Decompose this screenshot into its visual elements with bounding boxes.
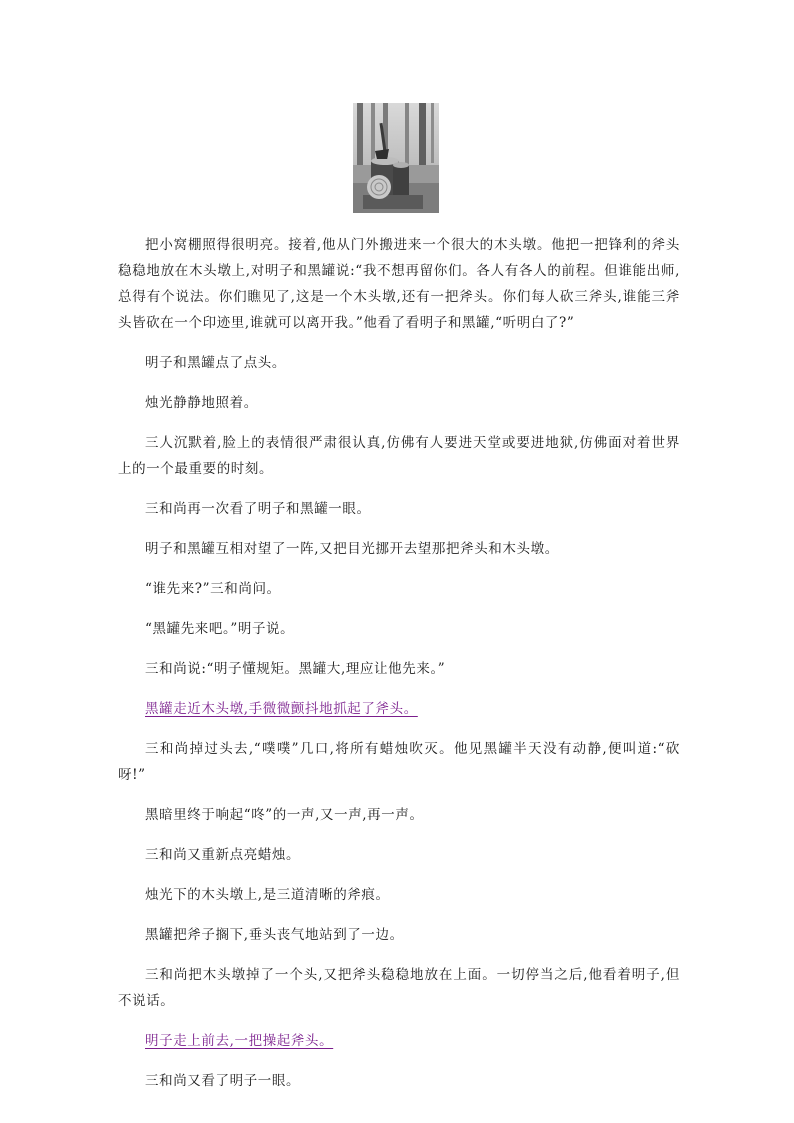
- paragraph: 三和尚掉过头去,“噗噗”几口,将所有蜡烛吹灭。他见黑罐半天没有动静,便叫道:“砍呀!”: [118, 741, 680, 783]
- paragraph: “谁先来?”三和尚问。: [145, 581, 281, 597]
- paragraph: 三和尚又重新点亮蜡烛。: [145, 847, 301, 863]
- paragraph: 黑罐把斧子搁下,垂头丧气地站到了一边。: [145, 927, 404, 943]
- paragraph: 三和尚再一次看了明子和黑罐一眼。: [145, 501, 371, 517]
- paragraph: 三和尚把木头墩掉了一个头,又把斧头稳稳地放在上面。一切停当之后,他看着明子,但不说话。: [118, 967, 680, 1009]
- highlighted-sentence: 明子走上前去,一把操起斧头。: [145, 1033, 334, 1049]
- paragraph: 三和尚说:“明子懂规矩。黑罐大,理应让他先来。”: [145, 661, 446, 677]
- paragraph: 明子和黑罐互相对望了一阵,又把目光挪开去望那把斧头和木头墩。: [145, 541, 559, 557]
- highlighted-paragraph: [118, 1028, 680, 1054]
- paragraph: 把小窝棚照得很明亮。接着,他从门外搬进来一个很大的木头墩。他把一把锋利的斧头稳稳地放在木头墩上,对明子和黑罐说:“我不想再留你们。各人有各人的前程。但谁能出师,总得有个说法。你们瞧见了,这是一个木头墩,还有一把斧头。你们每人砍三斧头,谁能三斧头皆砍在一个印迹里,谁就可以离开我。”他看了看明子和黑罐,“听明白了?”: [118, 237, 680, 331]
- paragraph: 明子和黑罐点了点头。: [145, 355, 286, 371]
- story-text: [118, 232, 680, 1108]
- highlighted-sentence: 黑罐走近木头墩,手微微颤抖地抓起了斧头。: [145, 701, 418, 717]
- paragraph: 三和尚又看了明子一眼。: [145, 1073, 301, 1089]
- paragraph: 三人沉默着,脸上的表情很严肃很认真,仿佛有人要进天堂或要进地狱,仿佛面对着世界上的一个最重要的时刻。: [118, 435, 680, 477]
- paragraph: 黑暗里终于响起“咚”的一声,又一声,再一声。: [145, 807, 424, 823]
- axe-on-stump-photo: [353, 103, 439, 213]
- paragraph: “黑罐先来吧。”明子说。: [145, 621, 295, 637]
- paragraph: 烛光下的木头墩上,是三道清晰的斧痕。: [145, 887, 390, 903]
- highlighted-paragraph: [118, 696, 680, 722]
- paragraph: 烛光静静地照着。: [145, 395, 258, 411]
